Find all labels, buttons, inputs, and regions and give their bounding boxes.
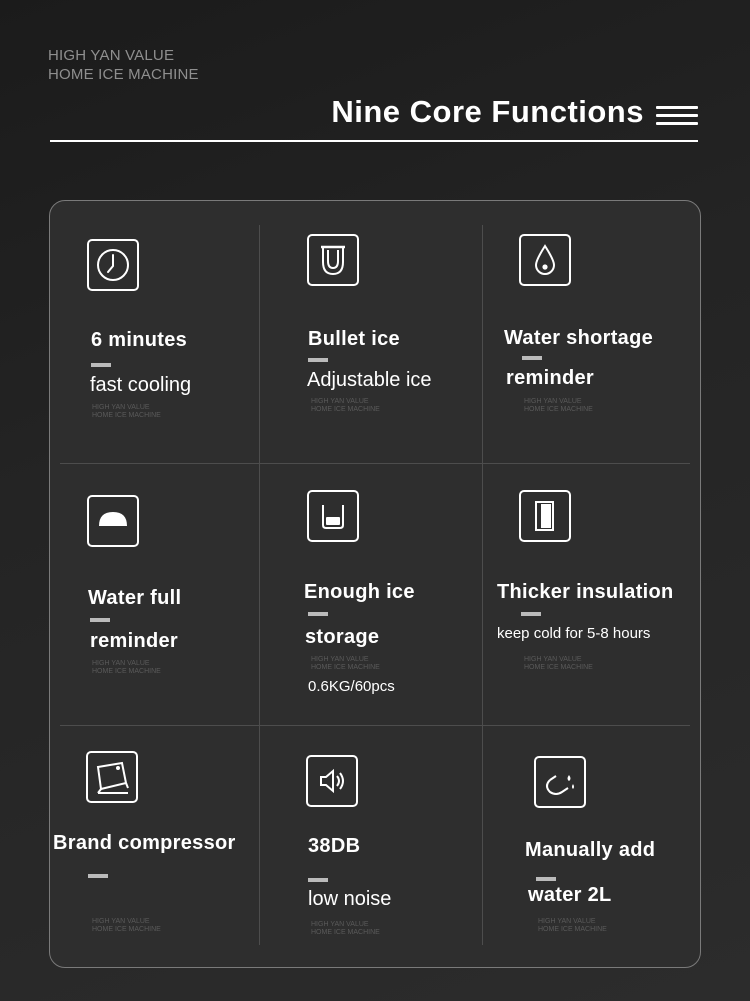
compressor-icon — [86, 751, 138, 803]
watermark: HIGH YAN VALUE HOME ICE MACHINE — [92, 660, 161, 675]
feature-title: Water shortage — [504, 327, 654, 349]
grid-divider — [60, 725, 690, 726]
feature-subtitle: storage — [305, 626, 380, 648]
feature-title: 6 minutes — [91, 329, 188, 351]
feature-subtitle: reminder — [506, 367, 594, 389]
features-panel — [49, 200, 701, 968]
watermark: HIGH YAN VALUE HOME ICE MACHINE — [538, 918, 607, 933]
title-dash — [91, 363, 111, 367]
grid-divider — [60, 463, 690, 464]
title-dash — [521, 612, 541, 616]
page-title: Nine Core Functions — [331, 94, 644, 129]
water-pour-icon — [534, 756, 586, 808]
grid-divider — [259, 225, 260, 945]
feature-title: Brand compressor — [53, 832, 236, 854]
feature-title: Thicker insulation — [497, 581, 674, 603]
feature-subtitle: low noise — [308, 888, 392, 910]
water-drop-icon — [519, 234, 571, 286]
watermark: HIGH YAN VALUE HOME ICE MACHINE — [92, 918, 161, 933]
title-dash — [90, 618, 110, 622]
speaker-icon — [306, 755, 358, 807]
brand-text — [48, 46, 199, 84]
ice-basket-icon — [307, 490, 359, 542]
title-dash — [536, 877, 556, 881]
feature-title: Enough ice — [304, 581, 415, 603]
clock-icon — [87, 239, 139, 291]
feature-title: Water full — [88, 587, 182, 609]
brand-line-2: HOME ICE MACHINE — [48, 66, 199, 83]
watermark: HIGH YAN VALUE HOME ICE MACHINE — [311, 398, 380, 413]
watermark: HIGH YAN VALUE HOME ICE MACHINE — [311, 921, 380, 936]
water-level-icon — [87, 495, 139, 547]
menu-lines-icon — [656, 106, 698, 122]
watermark: HIGH YAN VALUE HOME ICE MACHINE — [524, 656, 593, 671]
grid-divider — [482, 225, 483, 945]
bullet-ice-icon — [307, 234, 359, 286]
title-dash — [308, 612, 328, 616]
feature-subtitle: water 2L — [528, 884, 612, 906]
feature-subtitle: Adjustable ice — [307, 369, 432, 391]
brand-line-1: HIGH YAN VALUE — [48, 47, 175, 64]
watermark: HIGH YAN VALUE HOME ICE MACHINE — [524, 398, 593, 413]
feature-title: Manually add — [525, 839, 656, 861]
watermark: HIGH YAN VALUE HOME ICE MACHINE — [311, 656, 380, 671]
title-dash — [308, 878, 328, 882]
feature-subtitle: reminder — [90, 630, 178, 652]
feature-title: Bullet ice — [308, 328, 400, 350]
capacity-text: 0.6KG/60pcs — [308, 678, 395, 695]
title-divider — [50, 140, 698, 142]
title-dash — [522, 356, 542, 360]
feature-subtitle: keep cold for 5-8 hours — [497, 625, 651, 642]
feature-subtitle: fast cooling — [90, 374, 192, 396]
watermark: HIGH YAN VALUE HOME ICE MACHINE — [92, 404, 161, 419]
feature-title: 38DB — [308, 835, 361, 857]
title-dash — [88, 874, 108, 878]
title-dash — [308, 358, 328, 362]
insulation-icon — [519, 490, 571, 542]
